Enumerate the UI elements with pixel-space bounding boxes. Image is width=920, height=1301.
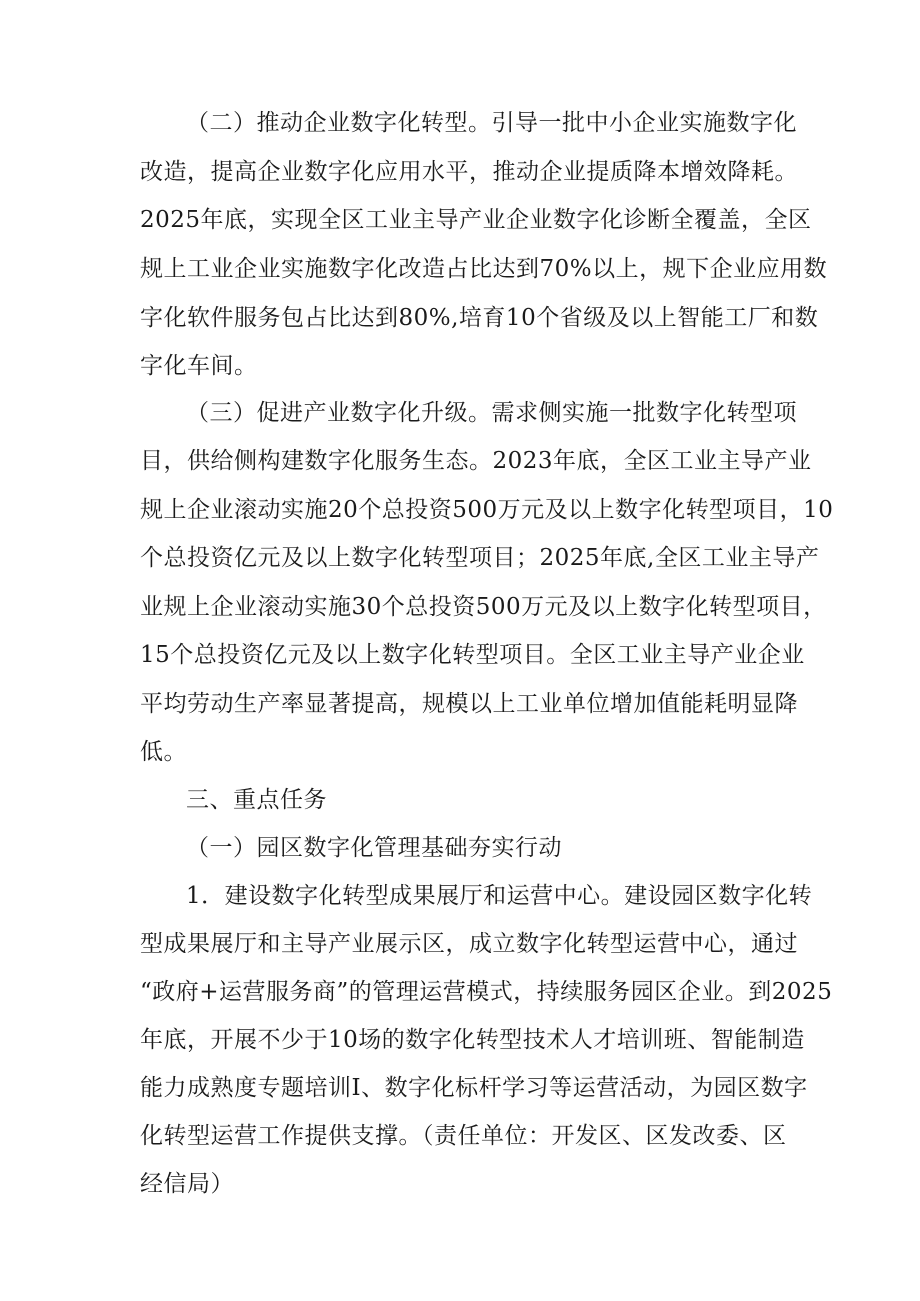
text-line: 个总投资亿元及以上数字化转型项目；2025年底,全区工业主导产	[140, 545, 820, 571]
text-line: 规上工业企业实施数字化改造占比达到70%以上，规下企业应用数	[140, 256, 828, 282]
text-line: 字化车间。	[140, 353, 258, 379]
text-line: 经信局）	[140, 1171, 234, 1197]
text-line: 字化软件服务包占比达到80%,培育10个省级及以上智能工厂和数	[140, 305, 819, 331]
text-line: “政府+运营服务商”的管理运营模式，持续服务园区企业。到2025	[140, 979, 833, 1005]
text-line: 1．建设数字化转型成果展厅和运营中心。建设园区数字化转	[186, 883, 813, 909]
text-line: 规上企业滚动实施20个总投资500万元及以上数字化转型项目，10	[140, 497, 834, 523]
text-line: 低。	[140, 739, 187, 765]
text-line: 业规上企业滚动实施30个总投资500万元及以上数字化转型项目，	[140, 594, 827, 620]
section-heading: 三、重点任务	[186, 787, 327, 813]
text-line: 改造，提高企业数字化应用水平，推动企业提质降本增效降耗。	[140, 159, 798, 185]
text-line: 型成果展厅和主导产业展示区，成立数字化转型运营中心，通过	[140, 931, 798, 957]
text-line: 化转型运营工作提供支撑。（责任单位：开发区、区发改委、区	[140, 1123, 787, 1149]
text-line: 年底，开展不少于10场的数字化转型技术人才培训班、智能制造	[140, 1027, 805, 1053]
text-line: 平均劳动生产率显著提高，规模以上工业单位增加值能耗明显降	[140, 691, 798, 717]
text-line: 能力成熟度专题培训I、数字化标杆学习等运营活动，为园区数字	[140, 1075, 808, 1101]
text-line: 15个总投资亿元及以上数字化转型项目。全区工业主导产业企业	[140, 642, 805, 668]
subsection-heading: （一）园区数字化管理基础夯实行动	[186, 835, 562, 861]
text-line: 目，供给侧构建数字化服务生态。2023年底，全区工业主导产业	[140, 448, 812, 474]
text-line: （三）促进产业数字化升级。需求侧实施一批数字化转型项	[186, 400, 797, 426]
text-line: 2025年底，实现全区工业主导产业企业数字化诊断全覆盖，全区	[140, 207, 812, 233]
text-line: （二）推动企业数字化转型。引导一批中小企业实施数字化	[186, 110, 797, 136]
